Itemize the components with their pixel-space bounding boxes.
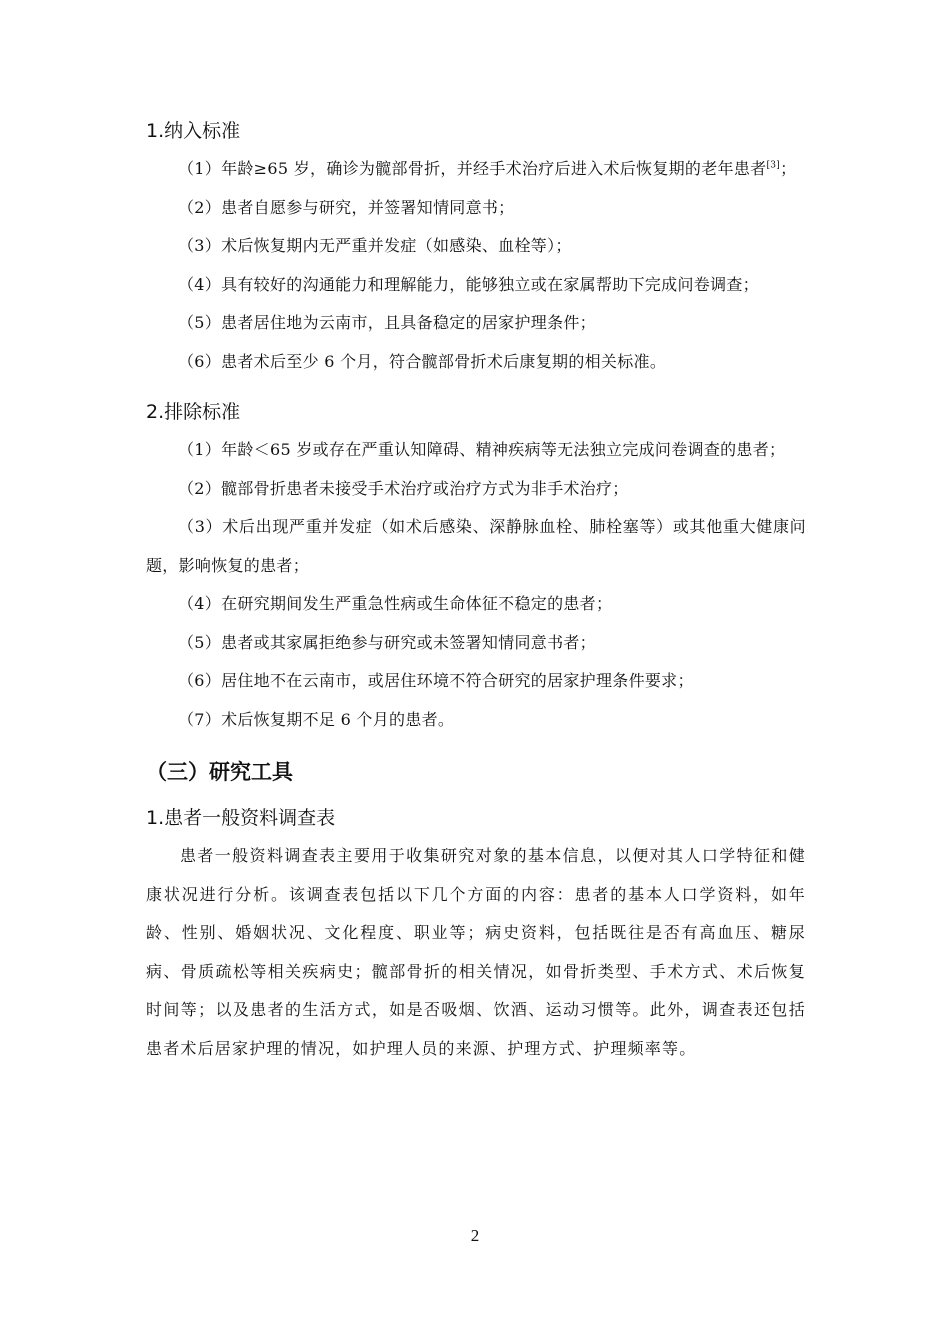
- inclusion-item-5: （5）患者居住地为云南市，且具备稳定的居家护理条件；: [178, 313, 596, 332]
- inclusion-item-2: （2）患者自愿参与研究，并签署知情同意书；: [178, 197, 515, 217]
- inclusion-item-1-text: （1）年龄≥65 岁，确诊为髋部骨折，并经手术治疗后进入术后恢复期的老年患者: [178, 159, 767, 178]
- exclusion-item-3: （3）术后出现严重并发症（如术后感染、深静脉血栓、肺栓塞等）或其他重大健康问题，影响恢复的患者；: [146, 517, 806, 575]
- inclusion-item-6: （6）患者术后至少 6 个月，符合髋部骨折术后康复期的相关标准。: [178, 351, 667, 371]
- exclusion-item-2: （2）髋部骨折患者未接受手术治疗或治疗方式为非手术治疗；: [178, 478, 629, 498]
- research-tools-heading: （三）研究工具: [146, 760, 293, 784]
- page-content: [146, 112, 806, 1068]
- general-info-questionnaire-heading: 1.患者一般资料调查表: [146, 807, 336, 829]
- inclusion-item-1: [146, 150, 806, 189]
- exclusion-item-6: （6）居住地不在云南市，或居住环境不符合研究的居家护理条件要求；: [178, 671, 694, 690]
- exclusion-item-4: （4）在研究期间发生严重急性病或生命体征不稳定的患者；: [178, 594, 613, 613]
- exclusion-item-1: （1）年龄＜65 岁或存在严重认知障碍、精神疾病等无法独立完成问卷调查的患者；: [178, 440, 786, 459]
- exclusion-criteria-heading: 2.排除标准: [146, 401, 241, 423]
- page-number: 2: [470, 1226, 480, 1245]
- inclusion-item-1-tail: ；: [780, 159, 797, 178]
- inclusion-item-3: （3）术后恢复期内无严重并发症（如感染、血栓等）；: [178, 236, 572, 255]
- inclusion-criteria-heading: 1.纳入标准: [146, 120, 241, 142]
- exclusion-item-7: （7）术后恢复期不足 6 个月的患者。: [178, 709, 455, 729]
- inclusion-item-4: （4）具有较好的沟通能力和理解能力，能够独立或在家属帮助下完成问卷调查；: [178, 274, 759, 294]
- citation-marker: [3]: [766, 160, 781, 171]
- exclusion-item-5: （5）患者或其家属拒绝参与研究或未签署知情同意书者；: [178, 632, 596, 652]
- general-info-questionnaire-paragraph: 患者一般资料调查表主要用于收集研究对象的基本信息，以便对其人口学特征和健康状况进行分析。该调查表包括以下几个方面的内容：患者的基本人口学资料，如年龄、性别、婚姻状况、文化程度、职业等；病史资料，包括既往是否有高血压、糖尿病、骨质疏松等相关疾病史；髋部骨折的相关情况，如骨折类型、手术方式、术后恢复时间等；以及患者的生活方式，如是否吸烟、饮酒、运动习惯等。此外，调查表还包括患者术后居家护理的情况，如护理人员的来源、护理方式、护理频率等。: [146, 846, 806, 1058]
